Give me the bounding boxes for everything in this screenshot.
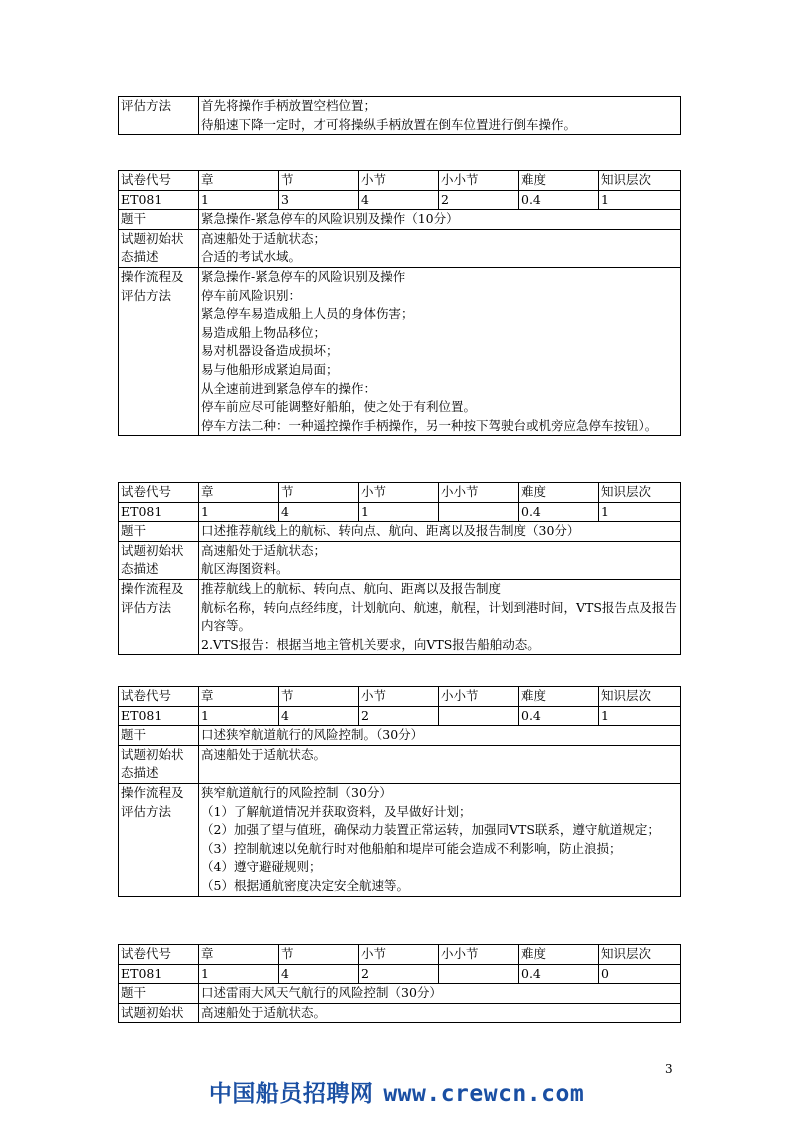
value-cell: 1 [199,706,279,726]
value-cell [439,706,519,726]
initial-state-label: 试题初始状 态描述 [119,229,199,267]
header-cell: 小节 [359,171,439,191]
process-row [119,783,681,896]
exam-item-table-1 [118,170,681,436]
value-row [119,706,681,726]
header-cell: 难度 [519,687,599,707]
process-text: 狭窄航道航行的风险控制（30分） （1）了解航道情况并获取资料，及早做好计划； （2）加强了望与值班，确保动力装置正常运转，加强同VTS联系，遵守航道规定； （3）控制航速以免航行时对他船舶和堤岸可能会造成不利影响，防止浪损； （4）遵守避碰规则； （5）根据通航密度决定安全航速等。 [199,783,681,896]
value-cell: ET081 [119,190,199,210]
header-cell: 知识层次 [599,171,681,191]
exam-item-table-2 [118,482,681,655]
value-cell [439,502,519,522]
value-cell: 0 [599,964,681,984]
value-cell: 2 [359,964,439,984]
page-number: 3 [665,1062,673,1076]
assessment-method-table [118,96,681,135]
header-cell: 试卷代号 [119,171,199,191]
value-cell: 1 [359,502,439,522]
header-cell: 知识层次 [599,687,681,707]
header-cell: 小节 [359,945,439,965]
header-cell: 难度 [519,483,599,503]
header-cell: 小节 [359,483,439,503]
value-cell: 2 [439,190,519,210]
initial-state-text: 高速船处于适航状态。 [199,745,681,783]
initial-state-text: 高速船处于适航状态； 合适的考试水域。 [199,229,681,267]
header-cell: 小小节 [439,687,519,707]
table-row [119,97,681,135]
stem-text: 口述雷雨大风天气航行的风险控制（30分） [199,984,681,1004]
header-row [119,171,681,191]
process-row [119,267,681,435]
initial-state-label: 试题初始状 态描述 [119,745,199,783]
exam-item-table-4 [118,944,681,1023]
initial-state-text: 高速船处于适航状态； 航区海图资料。 [199,541,681,579]
value-cell: 1 [199,502,279,522]
value-cell: 1 [599,190,681,210]
value-row [119,502,681,522]
header-row [119,687,681,707]
header-cell: 节 [279,483,359,503]
value-cell: 4 [279,502,359,522]
initial-state-label: 试题初始状 态描述 [119,541,199,579]
header-cell: 节 [279,945,359,965]
value-cell: 4 [279,706,359,726]
header-cell: 难度 [519,171,599,191]
value-cell: 0.4 [519,502,599,522]
process-label: 操作流程及 评估方法 [119,267,199,435]
stem-text: 口述推荐航线上的航标、转向点、航向、距离以及报告制度（30分） [199,522,681,542]
header-cell: 小节 [359,687,439,707]
value-cell: ET081 [119,706,199,726]
footer-org: 中国船员招聘网 [208,1081,374,1107]
initial-state-text: 高速船处于适航状态。 [199,1003,681,1023]
value-row [119,964,681,984]
header-cell: 试卷代号 [119,483,199,503]
initial-state-row [119,229,681,267]
initial-state-row [119,541,681,579]
header-cell: 章 [199,171,279,191]
process-label: 操作流程及 评估方法 [119,783,199,896]
initial-state-row [119,745,681,783]
stem-row [119,210,681,230]
process-text: 推荐航线上的航标、转向点、航向、距离以及报告制度 航标名称，转向点经纬度，计划航向、航速，航程，计划到港时间，VTS报告点及报告内容等。 2.VTS报告：根据当地主管机关要求，向VTS报告船舶动态。 [199,579,681,654]
stem-row [119,984,681,1004]
initial-state-label: 试题初始状 [119,1003,199,1023]
value-cell [439,964,519,984]
value-cell: 4 [279,964,359,984]
value-cell: 0.4 [519,190,599,210]
stem-label: 题干 [119,522,199,542]
header-cell: 试卷代号 [119,945,199,965]
value-cell: 4 [359,190,439,210]
header-cell: 章 [199,945,279,965]
stem-text: 口述狭窄航道航行的风险控制。（30分） [199,726,681,746]
header-cell: 知识层次 [599,945,681,965]
value-cell: ET081 [119,964,199,984]
process-row [119,579,681,654]
value-cell: 0.4 [519,964,599,984]
header-cell: 节 [279,687,359,707]
value-cell: ET081 [119,502,199,522]
stem-label: 题干 [119,726,199,746]
value-cell: 1 [599,706,681,726]
footer-watermark [0,1075,793,1108]
header-cell: 章 [199,483,279,503]
footer-url[interactable]: www.crewcn.com [383,1081,585,1107]
header-cell: 知识层次 [599,483,681,503]
initial-state-row [119,1003,681,1023]
header-cell: 难度 [519,945,599,965]
value-cell: 1 [599,502,681,522]
header-cell: 小小节 [439,171,519,191]
header-cell: 节 [279,171,359,191]
value-cell: 1 [199,190,279,210]
value-cell: 1 [199,964,279,984]
row-content: 首先将操作手柄放置空档位置； 待船速下降一定时，才可将操纵手柄放置在倒车位置进行倒车操作。 [199,97,681,135]
row-label: 评估方法 [119,97,199,135]
header-cell: 小小节 [439,945,519,965]
header-row [119,945,681,965]
process-text: 紧急操作-紧急停车的风险识别及操作 停车前风险识别： 紧急停车易造成船上人员的身体伤害； 易造成船上物品移位； 易对机器设备造成损坏； 易与他船形成紧迫局面； 从全速前进到紧急停车的操作： 停车前应尽可能调整好船舶，使之处于有利位置。 停车方法二种：一种遥控操作手柄操作，另一种按下驾驶台或机旁应急停车按钮）。 [199,267,681,435]
value-cell: 0.4 [519,706,599,726]
header-cell: 章 [199,687,279,707]
stem-label: 题干 [119,984,199,1004]
stem-row [119,726,681,746]
stem-text: 紧急操作-紧急停车的风险识别及操作（10分） [199,210,681,230]
exam-item-table-3 [118,686,681,897]
stem-label: 题干 [119,210,199,230]
header-cell: 小小节 [439,483,519,503]
value-cell: 3 [279,190,359,210]
stem-row [119,522,681,542]
process-label: 操作流程及 评估方法 [119,579,199,654]
value-row [119,190,681,210]
value-cell: 2 [359,706,439,726]
header-row [119,483,681,503]
header-cell: 试卷代号 [119,687,199,707]
